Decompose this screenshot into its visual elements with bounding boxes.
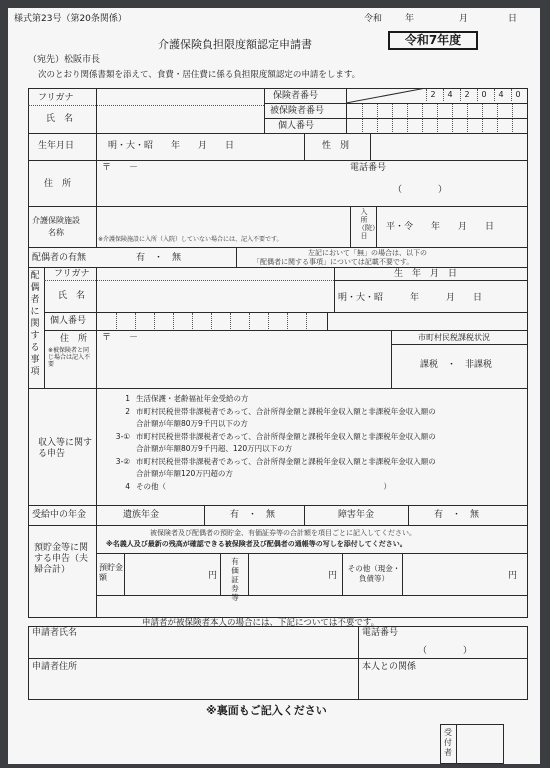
applicant-phone-field[interactable]: （ ）: [393, 185, 448, 195]
applicant-address-label: 住 所: [44, 179, 72, 189]
savings-note-2: ※名義人及び最新の残高が確認できる被保険者及び配偶者の通帳等の写しを添付してください。: [106, 540, 407, 548]
spouse-birth-value[interactable]: 明・大・昭 年 月 日: [338, 293, 483, 303]
representative-phone-label: 電話番号: [362, 628, 399, 638]
year-badge: 令和7年度: [388, 31, 478, 50]
insurer-digit: 0: [511, 89, 524, 101]
facility-name-field[interactable]: [98, 208, 348, 234]
other-assets-label: その他（現金・負債等）: [347, 564, 401, 583]
securities-yen: 円: [328, 571, 338, 581]
spouse-name-label: 氏 名: [58, 291, 86, 301]
income-item[interactable]: 3-① 市町村民税世帯非課税者であって、合計所得金額と課税年金収入額と非課税年金収入額の: [115, 431, 436, 441]
spouse-note-line1: 左記において「無」の場合は、以下の: [308, 249, 427, 257]
spouse-tax-label: 市町村民税課税状況: [418, 333, 490, 342]
applicant-personal-number-label: 個人番号: [278, 121, 315, 131]
income-item[interactable]: 2 市町村民税世帯非課税者であって、合計所得金額と課税年金収入額と非課税年金収入額の: [125, 406, 436, 416]
spouse-address-field[interactable]: [98, 344, 388, 386]
income-item-continued: 合計額が年額80万9千円以下の方: [136, 419, 248, 428]
insurer-digit: 4: [443, 89, 456, 101]
representative-relation-field[interactable]: [362, 674, 522, 696]
date-day: 日: [508, 14, 518, 24]
applicant-name-label: 氏 名: [46, 114, 74, 124]
back-side-note: ※裏面もご記入ください: [206, 704, 327, 717]
income-item-continued: 合計額が年額80万9千円超、120万円以下の方: [136, 444, 293, 453]
income-item[interactable]: 1 生活保護・老齢福祉年金受給の方: [125, 394, 249, 403]
applicant-gender-label: 性 別: [322, 141, 350, 151]
income-items: [104, 393, 524, 493]
spouse-furigana-label: フリガナ: [54, 269, 90, 279]
income-item-continued: 合計額が年額120万円超の方: [136, 469, 233, 478]
intro-text: 次のとおり関係書類を添えて、食費・居住費に係る負担限度額認定の申請をします。: [38, 70, 361, 80]
applicant-phone-label: 電話番号: [350, 163, 387, 173]
spouse-personal-number-field[interactable]: [97, 313, 327, 329]
receipt-stamp-field: [458, 726, 502, 762]
representative-address-label: 申請者住所: [32, 662, 78, 672]
insurer-digit: 4: [494, 89, 507, 101]
applicant-furigana-label: フリガナ: [38, 93, 74, 103]
deposit-label: 預貯金額: [99, 563, 123, 582]
pension-label: 受給中の年金: [32, 510, 87, 520]
receipt-label: 受付者: [444, 728, 452, 757]
applicant-address-field[interactable]: [98, 174, 348, 204]
facility-label: 介護保険施設: [32, 216, 80, 225]
insurer-number-blank-slash: [346, 88, 426, 103]
income-item[interactable]: 4 その他（ ）: [125, 481, 391, 491]
deposit-yen: 円: [208, 571, 218, 581]
form-title: 介護保険負担限度額認定申請書: [158, 38, 312, 51]
survivor-pension-value[interactable]: 有 ・ 無: [230, 510, 276, 520]
representative-note: 申請者が被保険者本人の場合には、下記については不要です。: [142, 618, 380, 628]
deposit-amount-field[interactable]: [126, 555, 218, 593]
other-assets-amount-field[interactable]: [404, 555, 514, 593]
application-form-paper: [8, 8, 540, 764]
spouse-birth-label: 生 年 月 日: [394, 269, 458, 279]
spouse-address-label: 住 所: [60, 334, 88, 344]
applicant-birth-value[interactable]: 明・大・昭 年 月 日: [108, 141, 235, 151]
insurer-digit: 0: [477, 89, 490, 101]
facility-name-label: 名称: [48, 228, 64, 237]
survivor-pension-label: 遺族年金: [123, 510, 160, 520]
income-section-label: 収入等に関する申告: [38, 438, 93, 459]
spouse-exists-value[interactable]: 有 ・ 無: [136, 253, 182, 263]
applicant-postal-mark: 〒 －: [102, 163, 139, 173]
applicant-birth-label: 生年月日: [38, 141, 75, 151]
form-number: 様式第23号（第20条関係）: [14, 14, 127, 24]
spouse-address-note: ※被保険者と同じ場合は記入不要: [48, 347, 91, 368]
savings-section-label: 預貯金等に関する申告（夫婦合計）: [34, 543, 89, 575]
disability-pension-value[interactable]: 有 ・ 無: [434, 510, 480, 520]
insurer-digit: 2: [460, 89, 473, 101]
representative-name-field[interactable]: [32, 640, 354, 656]
insurer-number-label: 保険者番号: [273, 91, 319, 101]
spouse-tax-value[interactable]: 課税 ・ 非課税: [420, 360, 493, 370]
spouse-personal-number-label: 個人番号: [50, 316, 87, 326]
savings-note-1: 被保険者及び配偶者の預貯金、有価証券等の合計額を項目ごとに記入してください。: [150, 529, 416, 537]
representative-address-field[interactable]: [32, 674, 354, 696]
other-assets-yen: 円: [508, 571, 518, 581]
date-era: 令和: [364, 14, 383, 24]
insurer-number-digits: [426, 89, 528, 103]
facility-entry-label: 入所（院）日: [358, 208, 379, 240]
representative-relation-label: 本人との関係: [362, 662, 417, 672]
representative-phone-field[interactable]: （ ）: [418, 646, 473, 656]
spouse-section-label: 配偶者に関する事項: [30, 271, 40, 377]
date-month: 月: [459, 14, 469, 24]
representative-name-label: 申請者氏名: [32, 628, 78, 638]
disability-pension-label: 障害年金: [338, 510, 375, 520]
applicant-personal-number-field[interactable]: [347, 119, 527, 132]
income-item[interactable]: 3-② 市町村民税世帯非課税者であって、合計所得金額と課税年金収入額と非課税年金収入額の: [115, 456, 436, 466]
date-year: 年: [405, 14, 415, 24]
securities-label: 有価証券等: [231, 557, 239, 602]
facility-entry-date[interactable]: 平・令 年 月 日: [386, 222, 495, 232]
applicant-name-field[interactable]: [97, 106, 263, 132]
spouse-note-line2: 「配偶者に関する事項」については記載不要です。: [253, 258, 414, 266]
spouse-exists-label: 配偶者の有無: [32, 253, 87, 263]
spouse-postal-mark: 〒 －: [102, 333, 139, 343]
insured-person-number-label: 被保険者番号: [270, 106, 325, 116]
insurer-digit: 2: [426, 89, 439, 101]
insured-person-number-field[interactable]: [347, 104, 527, 117]
addressee: （宛先）松阪市長: [28, 55, 101, 65]
facility-note: ※介護保険施設に入所（入院）していない場合には、記入不要です。: [98, 236, 283, 243]
spouse-name-field[interactable]: [98, 282, 332, 310]
